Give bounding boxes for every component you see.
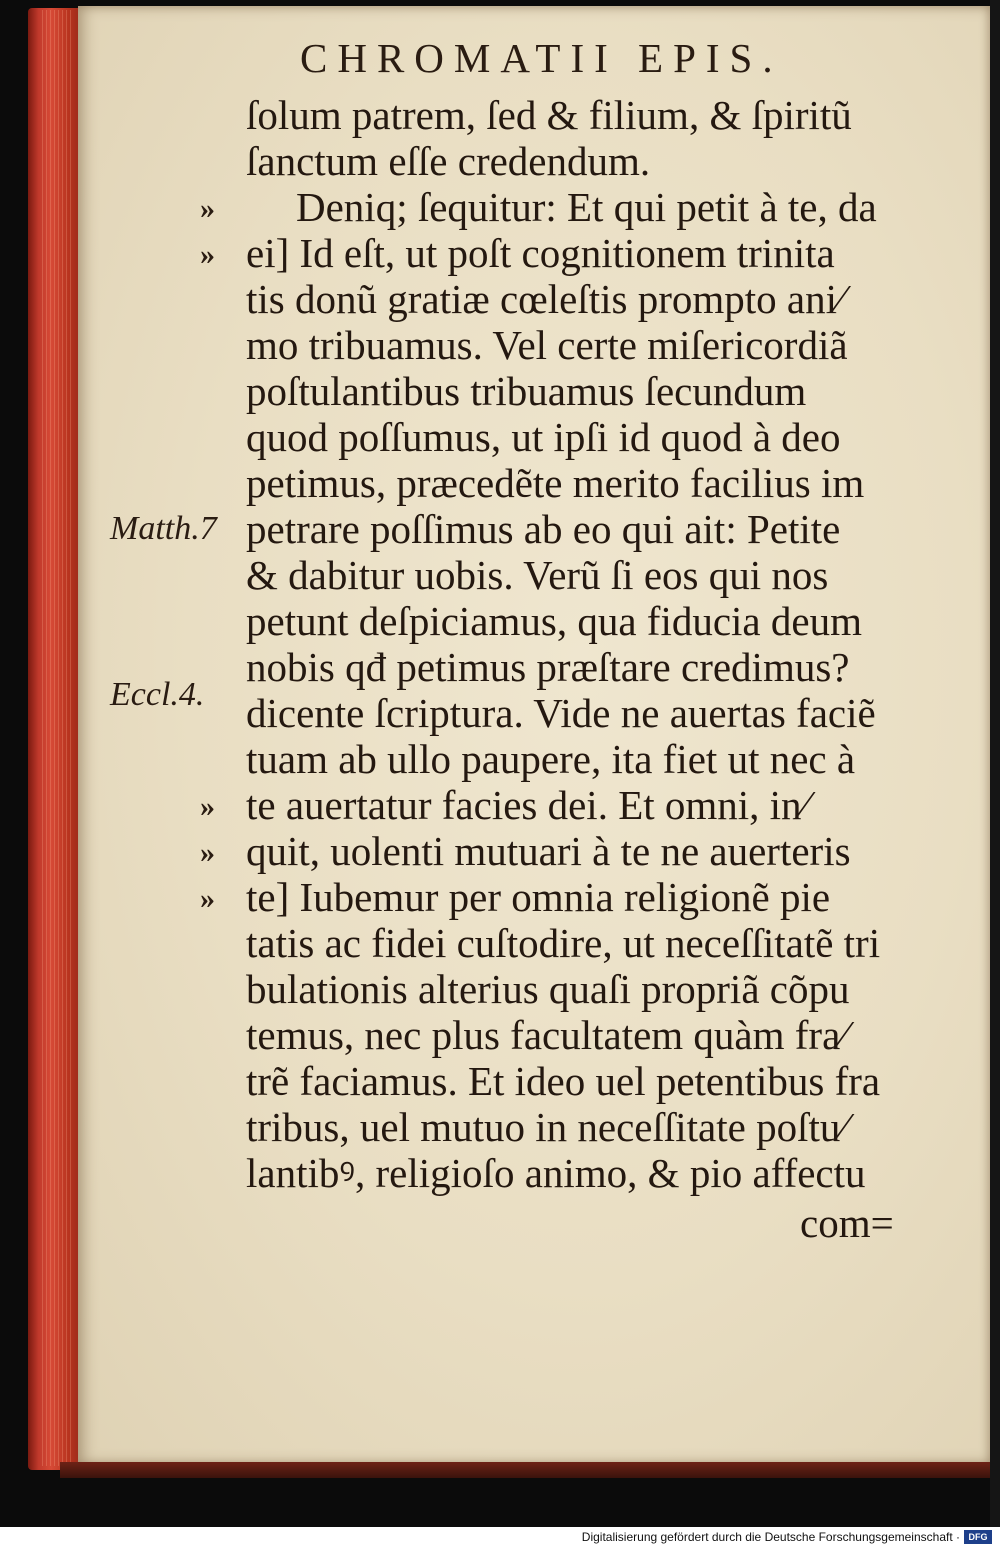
catchword: com= [800, 1200, 894, 1246]
text-line-19: tatis ac fidei cuſtodire, ut neceſſitatẽ tri [246, 920, 881, 966]
text-line-1: ſolum patrem, ſed & filium, & ſpiritũ [246, 92, 852, 138]
funding-credit: Digitalisierung gefördert durch die Deutsche Forschungsgemeinschaft · [581, 1530, 960, 1544]
text-line-9: petimus, præcedẽte merito facilius im [246, 460, 865, 506]
text-line-15: tuam ab ullo paupere, ita fiet ut nec à [246, 736, 856, 782]
text-line-24: lantibꝰ, religioſo animo, & pio affectu [246, 1150, 866, 1196]
page-bottom-edge [60, 1462, 990, 1478]
quote-mark: » [200, 192, 215, 225]
quote-mark: » [200, 836, 215, 869]
scan-border [990, 0, 1000, 1548]
text-line-5: tis donũ gratiæ cœleſtis prompto ani⁄ [246, 276, 844, 322]
text-line-2: ſanctum eſſe credendum. [246, 138, 651, 184]
text-line-7: poſtulantibus tribuamus ſecundum [246, 368, 807, 414]
text-line-12: petunt deſpiciamus, qua fiducia deum [246, 598, 862, 644]
text-line-6: mo tribuamus. Vel certe miſericordiã [246, 322, 848, 368]
text-line-21: temus, nec plus facultatem quàm fra⁄ [246, 1012, 848, 1058]
book-edge-texture [42, 10, 72, 1466]
text-line-16: te auertatur facies dei. Et omni, in⁄ [246, 782, 809, 828]
running-head: CHROMATII EPIS. [300, 35, 783, 81]
text-line-14: dicente ſcriptura. Vide ne auertas faciẽ [246, 690, 876, 736]
dfg-logo-icon: DFG [964, 1530, 992, 1544]
quote-mark: » [200, 790, 215, 823]
quote-mark: » [200, 238, 215, 271]
text-line-22: trẽ faciamus. Et ideo uel petentibus fra [246, 1058, 881, 1104]
text-line-17: quit, uolenti mutuari à te ne auerteris [246, 828, 851, 874]
text-line-11: & dabitur uobis. Verũ ſi eos qui nos [246, 552, 829, 598]
text-line-8: quod poſſumus, ut ipſi id quod à deo [246, 414, 841, 460]
margin-note-matthew: Matth.7 [110, 510, 217, 547]
text-line-13: nobis qđ petimus præſtare credimus? [246, 644, 850, 690]
text-line-4: ei] Id eſt, ut poſt cognitionem trinita [246, 230, 835, 276]
text-line-18: te] Iubemur per omnia religionẽ pie [246, 874, 831, 920]
quote-mark: » [200, 882, 215, 915]
text-line-10: petrare poſſimus ab eo qui ait: Petite [246, 506, 841, 552]
text-line-3: Deniq; ſequitur: Et qui petit à te, da [296, 184, 877, 230]
text-line-20: bulationis alterius quaſi propriã cõpu [246, 966, 850, 1012]
text-line-23: tribus, uel mutuo in neceſſitate poſtu⁄ [246, 1104, 848, 1150]
margin-note-ecclesiastes: Eccl.4. [110, 676, 205, 713]
footer-bar [0, 1527, 1000, 1548]
